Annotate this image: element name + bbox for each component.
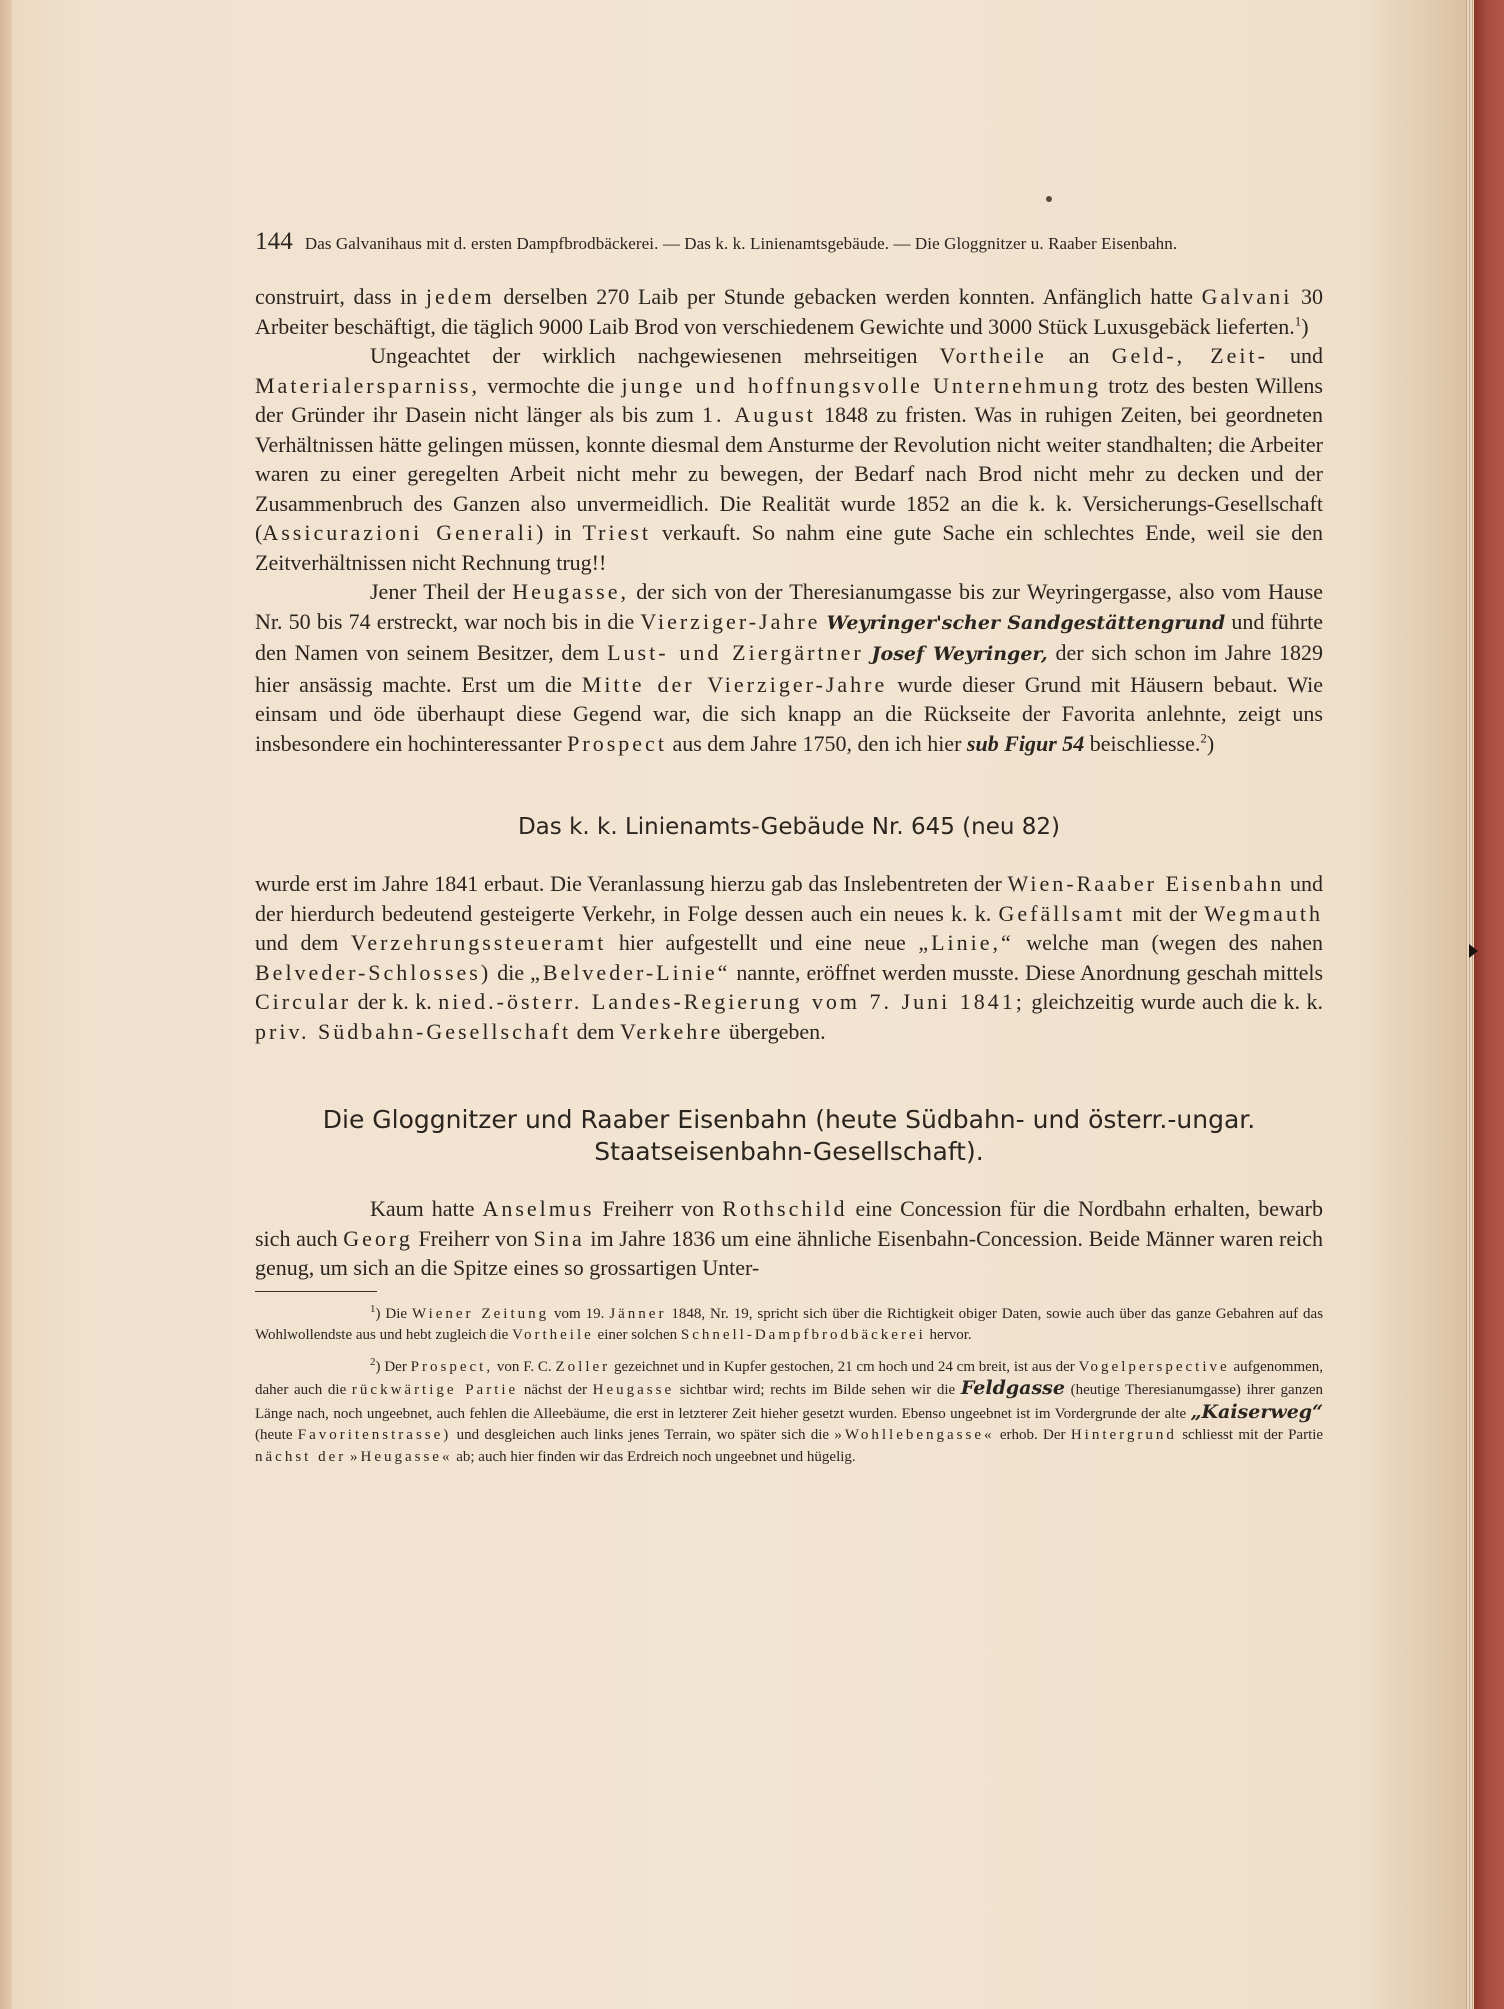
spaced-text: Circular [255,989,352,1014]
heading-line: Die Gloggnitzer und Raaber Eisenbahn (heute Südbahn- und österr.-ungar. [322,1105,1256,1134]
spaced-text: Wiener Zeitung [412,1305,550,1322]
paragraph-galvani-continued [255,282,1323,341]
blackletter-text: „Kaiserweg“ [1190,1400,1324,1423]
text-run: trotz des besten Willens der Gründer ihr Dasein nicht länger als bis zum [255,372,1323,427]
text-run: von F. C. [496,1358,552,1375]
text-run: die [497,959,525,985]
spaced-text: Gefällsamt [998,900,1126,926]
spaced-text: Favoritenstrasse) [297,1427,452,1443]
spaced-text: Schnell-Dampfbrodbäckerei [680,1327,926,1343]
spaced-text: Zoller [555,1358,611,1375]
book-cover-edge [1474,0,1504,2009]
spaced-text: Mitte der Vierziger-Jahre [581,671,888,697]
text-run: 1848, Nr. 19, spricht sich über die Richtigkeit obiger Daten, sowie auch über das ganze Gebahren auf das Wohlwollendste aus und hebt zugleich die [255,1305,1324,1343]
spaced-text: Galvani [1201,284,1293,309]
text-run: Freiherr von [418,1225,528,1251]
text-run: Kaum hatte [370,1196,475,1221]
section-heading-eisenbahn [255,1104,1323,1168]
text-run: der sich von der Theresianumgasse bis zur Weyringergasse, also vom Hause Nr. 50 bis 74 erstreckt, war noch bis in die [255,579,1324,634]
text-run: Ungeachtet der wirklich nachgewiesenen mehrseitigen [370,343,918,368]
spaced-text: Vierziger-Jahre [640,608,821,634]
text-run: wurde erst im Jahre 1841 erbaut. Die Veranlassung hierzu gab das Inslebentreten der [255,871,1002,896]
spaced-text: Prospect, [410,1358,494,1375]
text-run: nächst der [523,1382,587,1398]
spaced-text: Anselmus [482,1196,595,1221]
spaced-text: Vogelperspective [1078,1358,1230,1375]
footnote-marker-close: ) [375,1358,381,1375]
spaced-text: Verkehre [619,1018,724,1044]
spaced-text: Wegmauth [1204,900,1323,926]
text-run: Jener Theil der [370,579,505,604]
text-run: Der [384,1358,407,1375]
page-number: 144 [255,228,293,255]
spaced-text: Lust- und Ziergärtner [607,640,864,665]
text-run: aufgenommen, daher auch die [255,1358,1324,1398]
footnote-ref-2[interactable]: 2 [1200,730,1207,746]
spaced-text: „Belveder-Linie“ [530,959,731,985]
text-run: gleichzeitig wurde auch die k. k. [1031,989,1324,1014]
text-run: dem [576,1018,615,1044]
spaced-text: Prospect [567,730,667,756]
text-run: (heutige Theresianumgasse) ihrer ganzen Länge nach, noch ungeebnet, auch fehlen die Alleebäume, die erst in letzterer Zeit hieher gesetzt wurden. Ebenso ungeebnet ist im Vordergrunde der alte [255,1382,1324,1422]
text-run: verkauft. So nahm eine gute Sache ein schlechtes Ende, weil sie den Zeitverhältnissen nicht Rechnung trug!! [255,520,1323,575]
spaced-text: nächst der [255,1448,347,1465]
running-title: Das Galvanihaus mit d. ersten Dampfbrodbäckerei. — Das k. k. Linienamtsgebäude. — Die Gloggnitzer u. Raaber Eisenbahn. [304,234,1178,253]
spaced-text: Rothschild [722,1196,848,1221]
text-run: gezeichnet und in Kupfer gestochen, 21 cm hoch und 24 cm breit, ist aus der [614,1358,1075,1375]
paragraph-rothschild [255,1194,1323,1283]
text-run: hier aufgestellt und eine neue [618,930,906,955]
footnote-marker-close: ) [375,1305,381,1322]
text-run: welche man (wegen des nahen [1026,930,1324,955]
text-run: hervor. [929,1327,972,1343]
text-run: und [1290,343,1323,368]
spaced-text: jedem [425,284,495,309]
blackletter-text: Weyringer'scher Sandgestättengrund [826,611,1226,634]
spaced-text: Triest [582,520,652,545]
spaced-text: Geld-, Zeit- [1111,343,1268,368]
spaced-text: Georg [343,1225,413,1251]
text-run: ) in [536,520,572,545]
blackletter-text: Feldgasse [960,1377,1065,1399]
spaced-text: Vortheile [939,343,1047,368]
spaced-text: nied.-österr. Landes-Regierung vom 7. Juni 1841; [438,989,1025,1014]
text-run: und führte den Namen von seinem Besitzer, dem [255,608,1324,665]
spaced-text: Heugasse [592,1382,675,1398]
text-run: wurde dieser Grund mit Häusern bebaut. Wie einsam und öde überhaupt diese Gegend war, die sich knapp an die Rückseite der Favorita anlehnte, zeigt uns insbesondere ein hochinteressanter [255,671,1323,756]
spaced-text: Jänner [609,1305,667,1322]
text-run: übergeben. [728,1018,826,1044]
spaced-text: Hintergrund [1070,1427,1177,1443]
text-run: an [1068,343,1090,368]
text-run: sichtbar wird; rechts im Bilde sehen wir die [679,1382,956,1398]
paragraph-linienamt [255,869,1323,1046]
spaced-text: Assicurazioni Generali [262,520,537,545]
text-run: ) [1301,313,1309,339]
text-run: 30 Arbeiter beschäftigt, die täglich 9000 Laib Brod von verschiedenem Gewichte und 3000 Stück Luxusgebäck lieferten. [255,284,1324,339]
spaced-text: priv. Südbahn-Gesellschaft [255,1018,572,1044]
footnote-1 [255,1304,1323,1347]
paragraph-vortheile [255,341,1323,577]
footnote-marker: 1 [370,1302,376,1315]
text-run: ab; auch hier finden wir das Erdreich noch ungeebnet und hügelig. [456,1448,856,1465]
section-heading-linienamt: Das k. k. Linienamts-Gebäude Nr. 645 (neu 82) [517,814,1061,840]
figure-reference[interactable]: sub Figur 54 [966,730,1085,756]
spaced-text: Verzehrungssteueramt [350,930,607,955]
spaced-text: Materialersparniss, [255,372,480,398]
spaced-text: Sina [533,1225,585,1251]
text-run: im Jahre 1836 um eine ähnliche Eisenbahn-Concession. Beide Männer waren reich genug, um sich an die Spitze eines so grossartigen Unter- [255,1225,1324,1280]
page-edges [1466,0,1474,2009]
text-run: nannte, eröffnet werden musste. Diese Anordnung geschah mittels [736,959,1324,985]
text-run: der k. k. [357,989,432,1014]
text-run: der sich schon im Jahre 1829 hier ansässig machte. Erst um die [255,640,1324,697]
text-run: mit der [1132,900,1197,926]
spaced-text: Wien-Raaber Eisenbahn [1007,871,1285,896]
text-run: und dem [255,930,339,955]
spaced-text: Heugasse, [512,579,629,604]
text-run: und desgleichen auch links jenes Terrain, wo später sich die [456,1427,830,1443]
text-run: schliesst mit der Partie [1182,1427,1324,1443]
spaced-text: rückwärtige Partie [351,1382,519,1398]
text-run: erhob. Der [999,1427,1066,1443]
text-run: 1848 zu fristen. Was in ruhigen Zeiten, bei geordneten Verhältnissen hätte gelingen müssen, konnte diesmal dem Ansturme der Revolution nicht weiter standhalten; die Arbeiter waren zu einer geregelten Arbeit nicht mehr zu bewegen, der Bedarf nach Brod nicht mehr zu decken und der Zusammenbruch des Ganzen also unvermeidlich. Die Realität wurde 1852 an die k. k. Versicherungs-Gesellschaft ( [255,402,1323,545]
running-header [255,228,1323,256]
text-run: (heute [255,1427,293,1443]
ink-speck [1046,196,1052,202]
text-run: Die [385,1305,408,1322]
text-run: beischliesse. [1089,730,1201,756]
text-run: vom 19. [554,1305,605,1322]
footnote-marker: 2 [370,1355,376,1368]
text-run: Freiherr von [602,1196,715,1221]
text-run: derselben 270 Laib per Stunde gebacken werden konnten. Anfänglich hatte [503,284,1193,309]
text-run: vermochte die [487,372,615,398]
spaced-text: Belveder-Schlosses) [255,959,492,985]
spaced-text: »Wohllebengasse« [834,1427,995,1443]
spaced-text: junge und hoffnungsvolle Unternehmung [621,372,1101,398]
page-tab-marker [1469,944,1478,958]
text-run: aus dem Jahre 1750, den ich hier [672,730,962,756]
text-run: construirt, dass in [255,284,418,309]
footnote-divider [255,1291,377,1292]
paragraph-heugasse [255,577,1323,758]
text-run: und der hierdurch bedeutend gesteigerte Verkehr, in Folge dessen auch ein neues k. k. [255,871,1323,926]
blackletter-text: Josef Weyringer, [871,643,1048,665]
text-run: einer solchen [597,1327,678,1343]
text-run: eine Concession für die Nordbahn erhalten, bewarb sich auch [255,1196,1323,1251]
footnote-ref-1[interactable]: 1 [1294,313,1302,329]
heading-line: Staatseisenbahn-Gesellschaft). [594,1137,984,1166]
spaced-text: 1. August [701,402,816,427]
spaced-text: Vortheile [512,1327,594,1343]
spaced-text: »Heugasse« [349,1448,453,1465]
text-run: ) [1206,730,1215,756]
page-content [255,228,1323,1468]
spaced-text: „Linie,“ [918,930,1014,955]
footnote-2 [255,1357,1323,1469]
